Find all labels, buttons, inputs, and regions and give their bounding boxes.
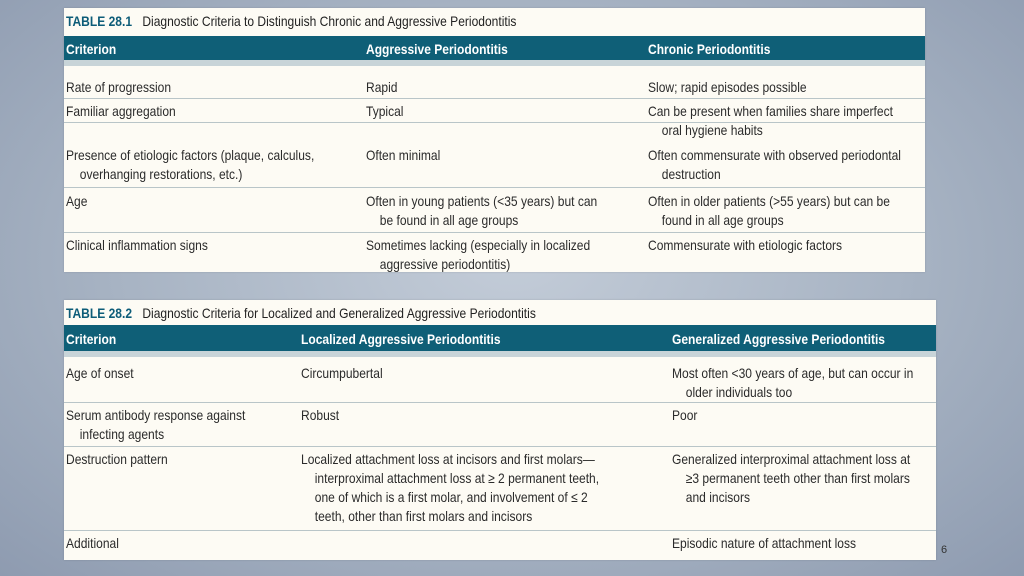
table-cell	[66, 236, 208, 255]
table-cell	[672, 364, 913, 402]
cell-line: Rapid	[366, 79, 398, 95]
table-cell	[366, 102, 403, 121]
table-row	[64, 74, 925, 99]
cell-line: Commensurate with etiologic factors	[648, 237, 843, 253]
table-cell	[672, 406, 697, 425]
table-number: TABLE 28.1	[66, 13, 133, 29]
header-localized: Localized Aggressive Periodontitis	[301, 331, 501, 347]
table-cell	[66, 450, 168, 469]
cell-line: and incisors	[685, 489, 751, 505]
cell-line: overhanging restorations, etc.)	[79, 166, 243, 182]
table-cell	[648, 78, 807, 97]
table-caption	[66, 13, 516, 29]
cell-line: aggressive periodontitis)	[379, 256, 511, 272]
cell-line: Robust	[301, 407, 340, 423]
cell-line: Slow; rapid episodes possible	[648, 79, 807, 95]
table-cell	[648, 192, 890, 230]
header-chronic: Chronic Periodontitis	[648, 41, 771, 57]
cell-line: be found in all age groups	[379, 212, 519, 228]
table-cell	[66, 102, 176, 121]
cell-line: Additional	[66, 535, 119, 551]
table-row	[64, 530, 936, 558]
table-cell	[66, 364, 134, 383]
cell-line: one of which is a first molar, and involvement of ≤ 2	[314, 489, 588, 505]
table-cell	[672, 534, 856, 553]
table-cell	[366, 78, 397, 97]
cell-line: Can be present when families share imperfect	[648, 103, 893, 119]
cell-line: Often commensurate with observed periodontal	[648, 147, 901, 163]
cell-line: Presence of etiologic factors (plaque, calculus,	[66, 147, 315, 163]
cell-line: Age	[66, 193, 88, 209]
table-title: Diagnostic Criteria to Distinguish Chronic and Aggressive Periodontitis	[142, 13, 517, 29]
table-cell	[301, 450, 599, 526]
cell-line: Sometimes lacking (especially in localized	[366, 237, 591, 253]
table-cell	[301, 364, 383, 383]
table-cell	[672, 450, 910, 507]
header-criterion: Criterion	[66, 331, 117, 347]
table-row	[64, 142, 925, 188]
cell-line: Most often <30 years of age, but can occur in	[672, 365, 914, 381]
table-row	[64, 232, 925, 272]
cell-line: destruction	[661, 166, 721, 182]
table-header-row	[64, 36, 925, 60]
table-row	[64, 188, 925, 233]
cell-line: Generalized interproximal attachment loss at	[672, 451, 911, 467]
table-cell	[66, 78, 171, 97]
table-header-row	[64, 325, 936, 351]
table-title: Diagnostic Criteria for Localized and Generalized Aggressive Periodontitis	[142, 305, 536, 321]
cell-line: Localized attachment loss at incisors and first molars—	[301, 451, 595, 467]
table-cell	[66, 406, 245, 444]
table-cell	[648, 102, 893, 140]
table-row	[64, 446, 936, 531]
table-cell	[648, 146, 901, 184]
cell-line: older individuals too	[685, 384, 793, 400]
table-28-1	[64, 8, 925, 272]
cell-line: Often in older patients (>55 years) but can be	[648, 193, 890, 209]
cell-line: Age of onset	[66, 365, 134, 381]
table-number: TABLE 28.2	[66, 305, 133, 321]
table-cell	[66, 534, 119, 553]
cell-line: Circumpubertal	[301, 365, 383, 381]
table-row	[64, 402, 936, 447]
table-cell	[366, 236, 590, 274]
cell-line: Serum antibody response against	[66, 407, 246, 423]
table-cell	[301, 406, 339, 425]
cell-line: Typical	[366, 103, 404, 119]
table-cell	[66, 192, 87, 211]
table-28-2	[64, 300, 936, 560]
cell-line: Poor	[672, 407, 698, 423]
cell-line: oral hygiene habits	[661, 122, 763, 138]
cell-line: Clinical inflammation signs	[66, 237, 208, 253]
cell-line: Rate of progression	[66, 79, 172, 95]
cell-line: Often minimal	[366, 147, 441, 163]
header-divider	[64, 351, 936, 357]
header-divider	[64, 60, 925, 66]
cell-line: Often in young patients (<35 years) but can	[366, 193, 598, 209]
header-criterion: Criterion	[66, 41, 117, 57]
table-row	[64, 360, 936, 403]
cell-line: found in all age groups	[661, 212, 784, 228]
cell-line: Familiar aggregation	[66, 103, 176, 119]
header-generalized: Generalized Aggressive Periodontitis	[672, 331, 885, 347]
cell-line: interproximal attachment loss at ≥ 2 permanent teeth,	[314, 470, 600, 486]
table-cell	[366, 192, 597, 230]
cell-line: Episodic nature of attachment loss	[672, 535, 857, 551]
cell-line: teeth, other than first molars and incisors	[314, 508, 533, 524]
page-number: 6	[941, 544, 948, 556]
cell-line: infecting agents	[79, 426, 165, 442]
table-cell	[66, 146, 314, 184]
table-caption	[66, 305, 536, 321]
table-row	[64, 98, 925, 138]
table-cell	[366, 146, 440, 165]
cell-line: Destruction pattern	[66, 451, 168, 467]
table-cell	[648, 236, 842, 255]
header-aggressive: Aggressive Periodontitis	[366, 41, 508, 57]
cell-line: ≥3 permanent teeth other than first molars	[685, 470, 910, 486]
